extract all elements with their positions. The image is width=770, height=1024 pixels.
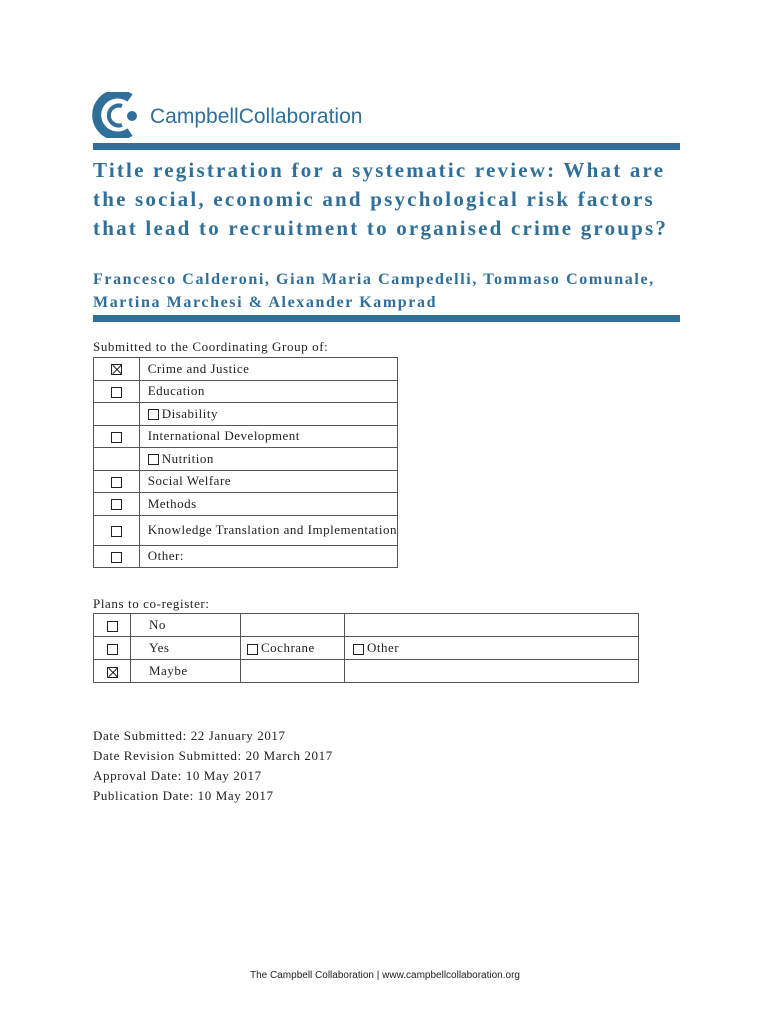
checkbox-cell[interactable] bbox=[94, 515, 140, 545]
coregister-row-maybe bbox=[94, 660, 639, 683]
group-label-cell bbox=[139, 358, 397, 381]
authors: Francesco Calderoni, Gian Maria Campedelli, Tommaso Comunale, Martina Marchesi & Alexander Kamprad bbox=[93, 271, 655, 311]
subgroup-option[interactable] bbox=[139, 403, 397, 426]
group-label-cell bbox=[139, 425, 397, 448]
approval-date: Approval Date: 10 May 2017 bbox=[93, 768, 262, 783]
checkbox-cell[interactable] bbox=[94, 358, 140, 381]
coregister-table bbox=[93, 613, 639, 683]
group-label: Other: bbox=[147, 548, 184, 564]
coregister-row-no bbox=[94, 614, 639, 637]
no-label: No bbox=[131, 614, 241, 637]
date-submitted: Date Submitted: 22 January 2017 bbox=[93, 728, 286, 743]
group-label-cell bbox=[139, 545, 397, 568]
group-checkbox[interactable] bbox=[111, 432, 122, 443]
checkbox-cell[interactable] bbox=[94, 493, 140, 516]
campbell-logo-icon bbox=[92, 92, 142, 138]
coordinating-row bbox=[94, 403, 398, 426]
empty-cell bbox=[94, 448, 140, 471]
coordinating-row bbox=[94, 448, 398, 471]
group-label-cell bbox=[139, 380, 397, 403]
maybe-label: Maybe bbox=[131, 660, 241, 683]
group-label-cell bbox=[139, 515, 397, 545]
group-label: Methods bbox=[147, 495, 197, 511]
group-label: Crime and Justice bbox=[147, 360, 250, 376]
top-rule bbox=[93, 143, 680, 150]
group-label-cell bbox=[139, 470, 397, 493]
other-checkbox[interactable] bbox=[353, 644, 364, 655]
coordinating-row bbox=[94, 493, 398, 516]
yes-checkbox[interactable] bbox=[107, 644, 118, 655]
coordinating-row bbox=[94, 358, 398, 381]
no-checkbox-cell[interactable] bbox=[94, 614, 131, 637]
group-label-cell bbox=[139, 493, 397, 516]
logo-text: CampbellCollaboration bbox=[150, 105, 363, 128]
subgroup-checkbox[interactable] bbox=[148, 454, 159, 465]
empty-cell bbox=[94, 403, 140, 426]
maybe-checkbox-cell[interactable] bbox=[94, 660, 131, 683]
group-checkbox[interactable] bbox=[111, 364, 122, 375]
coordinating-group-table bbox=[93, 357, 398, 568]
subgroup-option[interactable] bbox=[139, 448, 397, 471]
other-label: Other bbox=[367, 640, 400, 655]
group-checkbox[interactable] bbox=[111, 477, 122, 488]
dates-block bbox=[93, 726, 333, 806]
group-label: Education bbox=[147, 383, 205, 399]
coordinating-group-label: Submitted to the Coordinating Group of: bbox=[93, 339, 329, 354]
checkbox-cell[interactable] bbox=[94, 470, 140, 493]
coordinating-row bbox=[94, 425, 398, 448]
coordinating-row bbox=[94, 380, 398, 403]
group-checkbox[interactable] bbox=[111, 526, 122, 537]
subgroup-checkbox[interactable] bbox=[148, 409, 159, 420]
coordinating-row bbox=[94, 515, 398, 545]
group-label: Disability bbox=[161, 405, 218, 421]
checkbox-cell[interactable] bbox=[94, 425, 140, 448]
cochrane-option[interactable] bbox=[241, 637, 345, 660]
campbell-logo bbox=[92, 92, 362, 138]
group-checkbox[interactable] bbox=[111, 552, 122, 563]
publication-date: Publication Date: 10 May 2017 bbox=[93, 788, 274, 803]
coordinating-row bbox=[94, 470, 398, 493]
cochrane-label: Cochrane bbox=[261, 640, 315, 655]
group-label: Nutrition bbox=[161, 450, 214, 466]
bottom-rule bbox=[93, 315, 680, 322]
no-checkbox[interactable] bbox=[107, 621, 118, 632]
coordinating-row bbox=[94, 545, 398, 568]
group-label: International Development bbox=[147, 428, 300, 444]
group-label: Social Welfare bbox=[147, 473, 232, 489]
maybe-checkbox[interactable] bbox=[107, 667, 118, 678]
document-title: Title registration for a systematic review: What are the social, economic and psychological risk factors that lead to recruitment to organised crime groups? bbox=[93, 158, 669, 240]
checkbox-cell[interactable] bbox=[94, 380, 140, 403]
yes-checkbox-cell[interactable] bbox=[94, 637, 131, 660]
group-checkbox[interactable] bbox=[111, 499, 122, 510]
coregister-row-yes bbox=[94, 637, 639, 660]
coregister-label: Plans to co-register: bbox=[93, 596, 210, 611]
group-label: Knowledge Translation and Implementation bbox=[147, 522, 397, 537]
group-checkbox[interactable] bbox=[111, 387, 122, 398]
checkbox-cell[interactable] bbox=[94, 545, 140, 568]
date-revision-submitted: Date Revision Submitted: 20 March 2017 bbox=[93, 748, 333, 763]
cochrane-checkbox[interactable] bbox=[247, 644, 258, 655]
other-option[interactable] bbox=[345, 637, 639, 660]
footer: The Campbell Collaboration | www.campbellcollaboration.org bbox=[250, 970, 520, 981]
yes-label: Yes bbox=[131, 637, 241, 660]
